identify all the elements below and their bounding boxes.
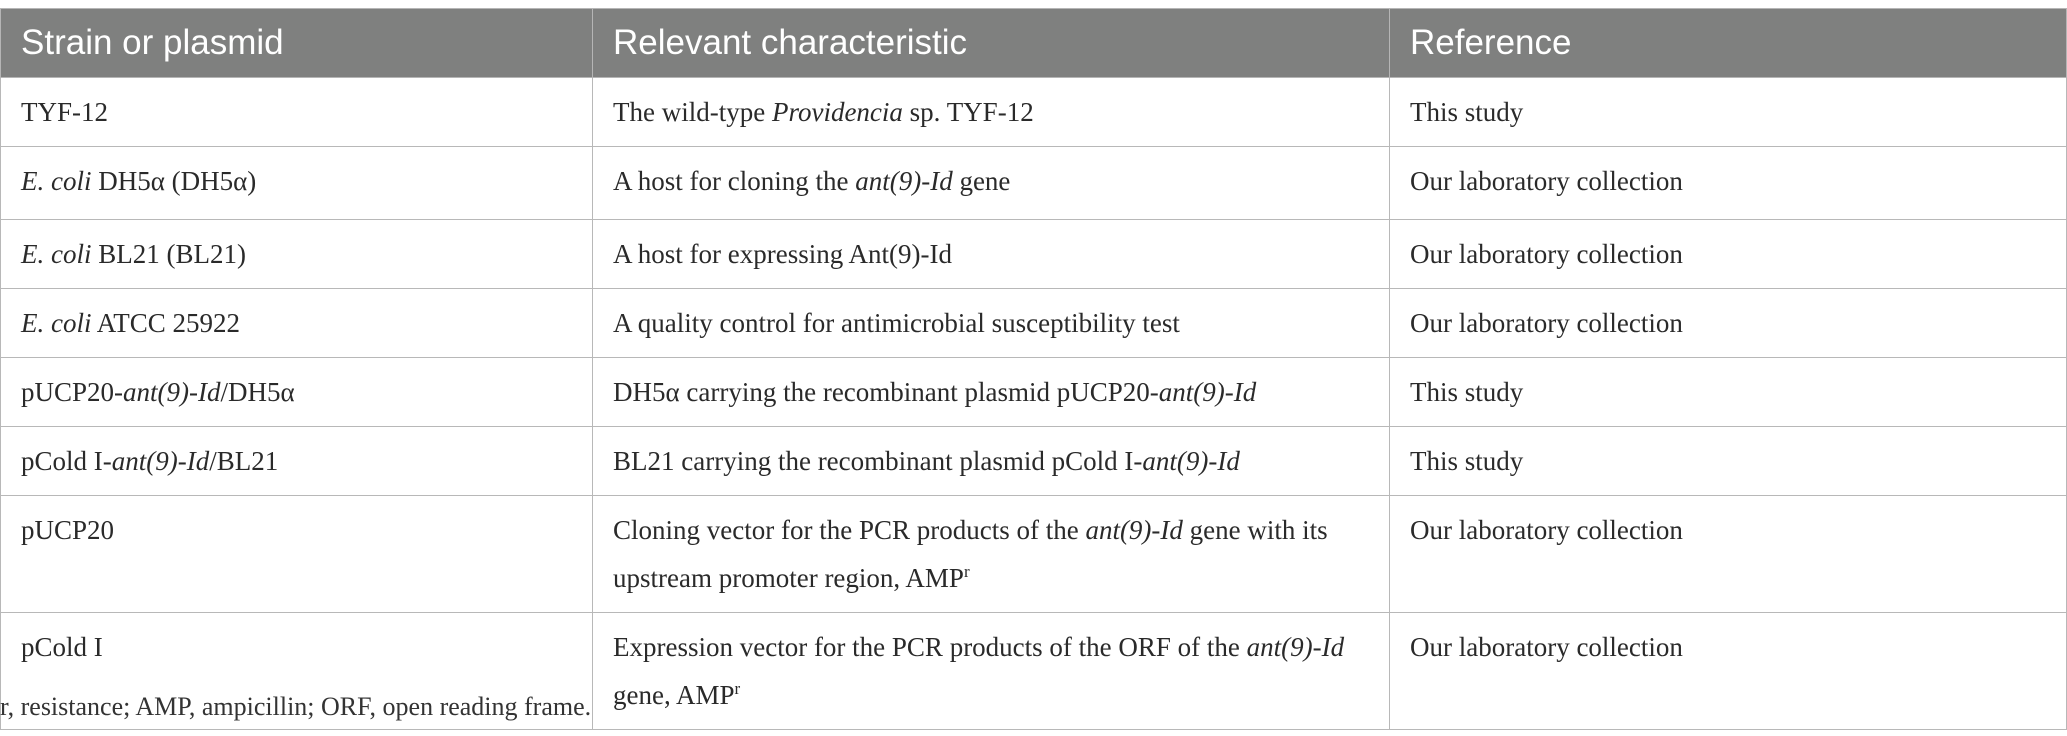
reference-cell: Our laboratory collection (1390, 220, 2067, 289)
italic-text: Providencia (771, 97, 903, 127)
table-row (1, 220, 2067, 289)
characteristic-cell (593, 289, 1390, 358)
strain-cell (1, 427, 593, 496)
text-segment: DH5α (DH5α) (91, 166, 257, 196)
table-row (1, 147, 2067, 220)
italic-text: E. coli (21, 308, 92, 338)
italic-text: ant(9)-Id (1085, 515, 1183, 545)
italic-text: ant(9)-Id (111, 446, 210, 476)
table-body (1, 78, 2067, 730)
strain-cell (1, 496, 593, 613)
strain-cell (1, 289, 593, 358)
table-row (1, 358, 2067, 427)
characteristic-cell (593, 220, 1390, 289)
table-row (1, 289, 2067, 358)
reference-cell: Our laboratory collection (1390, 289, 2067, 358)
text-segment: pCold I (21, 632, 103, 662)
reference-cell: Our laboratory collection (1390, 613, 2067, 730)
characteristic-cell (593, 358, 1390, 427)
table-header (1, 9, 2067, 78)
text-segment: Cloning vector for the PCR products of the (613, 515, 1086, 545)
text-segment: sp. TYF-12 (902, 97, 1034, 127)
superscript-text: r (963, 562, 970, 581)
table-row (1, 427, 2067, 496)
text-segment: Expression vector for the PCR products of the ORF of the (613, 632, 1247, 662)
text-segment: gene with its upstream promoter region, AMP (613, 515, 1328, 593)
text-segment: ATCC 25922 (91, 308, 241, 338)
table-container (0, 8, 2067, 730)
text-segment: /DH5α (220, 377, 295, 407)
italic-text: ant(9)-Id (1142, 446, 1240, 476)
header-reference: Reference (1390, 9, 2067, 78)
table-row (1, 78, 2067, 147)
strain-cell (1, 78, 593, 147)
strain-cell (1, 358, 593, 427)
reference-cell: Our laboratory collection (1390, 496, 2067, 613)
reference-cell: Our laboratory collection (1390, 147, 2067, 220)
strain-cell (1, 220, 593, 289)
italic-text: E. coli (21, 239, 92, 269)
header-characteristic: Relevant characteristic (593, 9, 1390, 78)
characteristic-cell (593, 78, 1390, 147)
italic-text: E. coli (21, 166, 92, 196)
text-segment: TYF-12 (21, 97, 108, 127)
text-segment: /BL21 (209, 446, 279, 476)
characteristic-cell (593, 613, 1390, 730)
text-segment: gene, AMP (613, 680, 735, 710)
table-footnote: r, resistance; AMP, ampicillin; ORF, open reading frame. (0, 692, 592, 721)
text-segment: A host for cloning the (613, 166, 856, 196)
text-segment: BL21 carrying the recombinant plasmid pCold I- (613, 446, 1143, 476)
header-strain: Strain or plasmid (1, 9, 593, 78)
characteristic-cell (593, 496, 1390, 613)
table-row (1, 496, 2067, 613)
italic-text: ant(9)-Id (1158, 377, 1257, 407)
header-row (1, 9, 2067, 78)
text-segment: DH5α carrying the recombinant plasmid pUCP20- (613, 377, 1159, 407)
reference-cell: This study (1390, 358, 2067, 427)
text-segment: A host for expressing Ant(9)-Id (613, 239, 952, 269)
text-segment: BL21 (BL21) (91, 239, 246, 269)
text-segment: pCold I- (21, 446, 112, 476)
italic-text: ant(9)-Id (855, 166, 953, 196)
reference-cell: This study (1390, 78, 2067, 147)
text-segment: pUCP20 (21, 515, 115, 545)
characteristic-cell (593, 147, 1390, 220)
reference-cell: This study (1390, 427, 2067, 496)
characteristic-cell (593, 427, 1390, 496)
text-segment: gene (952, 166, 1011, 196)
strain-cell (1, 147, 593, 220)
superscript-text: r (734, 679, 741, 698)
text-segment: The wild-type (613, 97, 772, 127)
italic-text: ant(9)-Id (1246, 632, 1345, 662)
text-segment: pUCP20- (21, 377, 124, 407)
text-segment: A quality control for antimicrobial susceptibility test (613, 308, 1180, 338)
strains-plasmids-table (0, 8, 2067, 730)
italic-text: ant(9)-Id (123, 377, 221, 407)
